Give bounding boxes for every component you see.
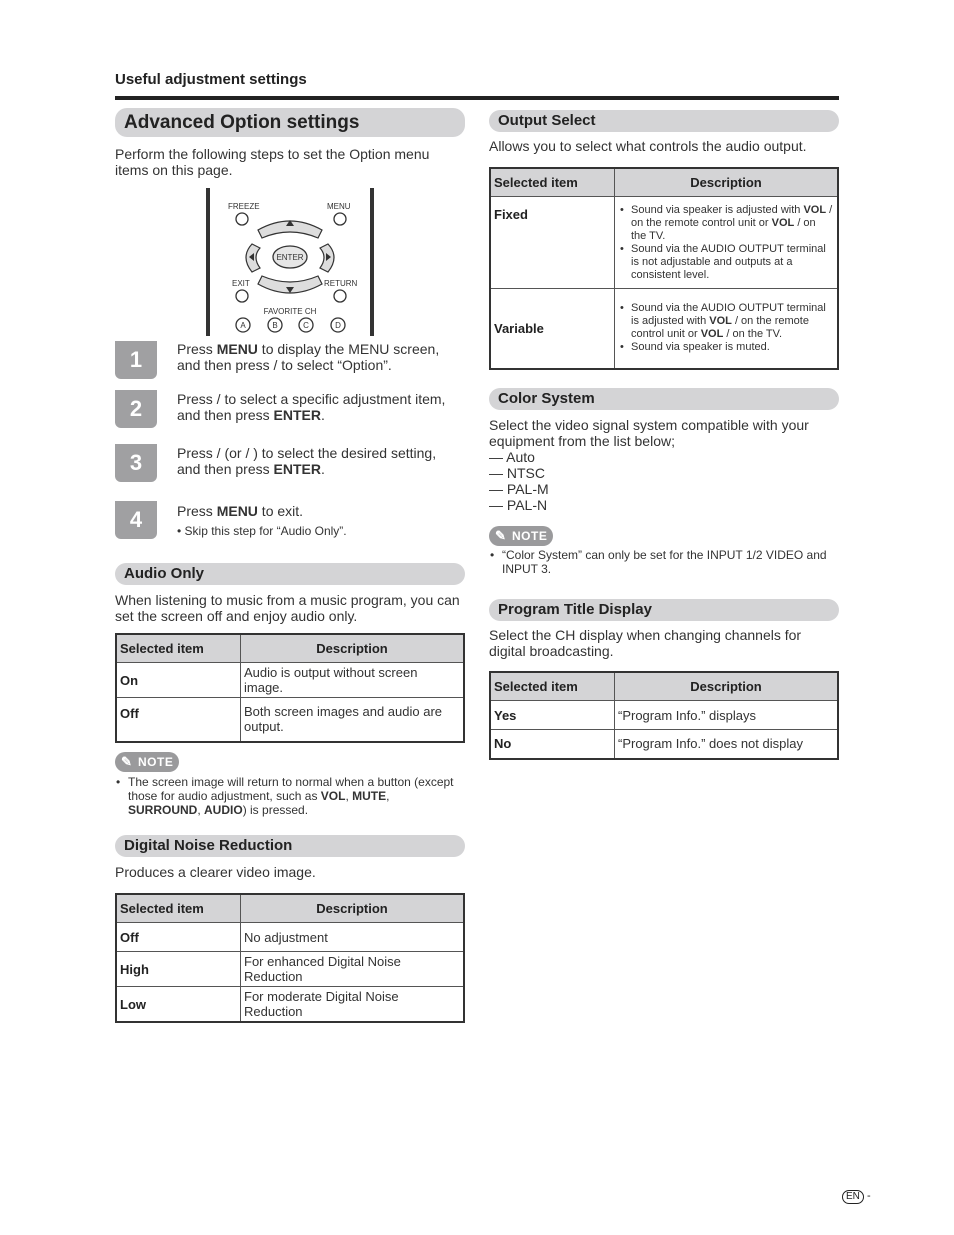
step-4-subnote: • Skip this step for “Audio Only”. <box>177 524 347 538</box>
audio-only-note-text: • The screen image will return to normal when a button (except those for audio adjustment, such as VOL, MUTE, SURROUND, AUDIO) is pressed. <box>116 775 454 817</box>
dnr-item-high: High <box>116 952 241 987</box>
output-select-item-fixed: Fixed <box>490 197 615 289</box>
menu-label: MENU <box>327 202 351 211</box>
color-system-options <box>489 449 549 513</box>
remote-left-edge <box>206 188 210 336</box>
program-title-item-no: No <box>490 730 615 759</box>
step-3-number: 3 <box>115 444 157 482</box>
pencil-icon: ✎ <box>121 754 132 769</box>
step-4-text: Press MENU to exit. <box>177 503 304 519</box>
table-row <box>116 698 464 742</box>
output-select-col-item: Selected item <box>490 168 615 197</box>
dnr-table <box>115 893 465 1023</box>
step-4-number: 4 <box>115 501 157 539</box>
menu-button <box>334 213 346 225</box>
dnr-item-low: Low <box>116 987 241 1023</box>
output-select-desc-variable: • Sound via the AUDIO OUTPUT terminal is adjusted with VOL / on the remote control unit or VOL / on the TV. • Sound via speaker is muted. <box>615 289 839 369</box>
pencil-icon: ✎ <box>495 528 506 543</box>
program-title-desc-yes: “Program Info.” displays <box>615 701 839 730</box>
audio-only-note-badge: ✎ NOTE <box>115 752 179 772</box>
step-2-number: 2 <box>115 390 157 428</box>
table-row <box>116 663 464 698</box>
table-row <box>116 952 464 987</box>
table-row <box>116 923 464 952</box>
color-system-note-badge: ✎ NOTE <box>489 526 553 546</box>
freeze-button <box>236 213 248 225</box>
program-title-item-yes: Yes <box>490 701 615 730</box>
output-select-desc-fixed: • Sound via speaker is adjusted with VOL / on the remote control unit or VOL / on the TV. • Sound via the AUDIO OUTPUT terminal is not adjustable and outputs at a consistent level. <box>615 197 839 289</box>
exit-label: EXIT <box>232 279 250 288</box>
audio-only-col-desc: Description <box>241 634 465 663</box>
audio-only-intro: When listening to music from a music program, you can set the screen off and enjoy audio only. <box>115 592 460 624</box>
section-label: Useful adjustment settings <box>115 71 307 88</box>
list-item: — PAL-N <box>489 497 548 513</box>
step-1-number: 1 <box>115 341 157 379</box>
audio-only-title: Audio Only <box>115 563 465 585</box>
favorite-b-label: B <box>272 321 278 330</box>
language-badge: EN <box>842 1190 864 1204</box>
page-footer <box>842 1190 871 1204</box>
header-rule <box>115 96 839 100</box>
program-title-table <box>489 671 839 760</box>
program-title-desc-no: “Program Info.” does not display <box>615 730 839 759</box>
audio-only-item-off: Off <box>116 698 241 742</box>
audio-only-desc-on: Audio is output without screen image. <box>241 663 465 698</box>
freeze-label: FREEZE <box>228 202 260 211</box>
advanced-intro: Perform the following steps to set the Option menu items on this page. <box>115 146 430 178</box>
output-select-intro: Allows you to select what controls the audio output. <box>489 138 807 154</box>
output-select-title: Output Select <box>489 110 839 132</box>
output-select-table <box>489 167 839 370</box>
step-2-text: Press / to select a specific adjustment item, and then press ENTER. <box>177 391 446 423</box>
audio-only-table <box>115 633 465 743</box>
step-1-text: Press MENU to display the MENU screen, and then press / to select “Option”. <box>177 341 440 373</box>
dnr-col-desc: Description <box>241 894 465 923</box>
favorite-c-label: C <box>303 321 309 330</box>
remote-control-illustration <box>200 186 380 338</box>
dnr-desc-off: No adjustment <box>241 923 465 952</box>
color-system-note-text: • “Color System” can only be set for the INPUT 1/2 VIDEO and INPUT 3. <box>490 548 827 576</box>
list-item: — NTSC <box>489 465 545 481</box>
audio-only-item-on: On <box>116 663 241 698</box>
output-select-item-variable: Variable <box>490 289 615 369</box>
advanced-title: Advanced Option settings <box>115 108 465 137</box>
program-title-col-item: Selected item <box>490 672 615 701</box>
program-title-title: Program Title Display <box>489 599 839 621</box>
remote-right-edge <box>370 188 374 336</box>
return-label: RETURN <box>324 279 358 288</box>
table-row <box>490 730 838 759</box>
favorite-ch-label: FAVORITE CH <box>263 307 317 316</box>
enter-label: ENTER <box>276 253 304 262</box>
output-select-col-desc: Description <box>615 168 839 197</box>
list-item: — PAL-M <box>489 481 549 497</box>
page-dash: - <box>866 1190 871 1202</box>
table-row <box>490 701 838 730</box>
table-row <box>116 987 464 1023</box>
favorite-a-label: A <box>240 321 246 330</box>
favorite-d-label: D <box>335 321 341 330</box>
dnr-title: Digital Noise Reduction <box>115 835 465 857</box>
dnr-item-off: Off <box>116 923 241 952</box>
dnr-col-item: Selected item <box>116 894 241 923</box>
step-3-text: Press / (or / ) to select the desired setting, and then press ENTER. <box>177 445 437 477</box>
return-button <box>334 290 346 302</box>
dnr-desc-high: For enhanced Digital Noise Reduction <box>241 952 465 987</box>
dnr-desc-low: For moderate Digital Noise Reduction <box>241 987 465 1023</box>
table-row <box>490 197 838 289</box>
audio-only-desc-off: Both screen images and audio are output. <box>241 698 465 742</box>
list-item: — Auto <box>489 449 535 465</box>
program-title-intro: Select the CH display when changing channels for digital broadcasting. <box>489 627 802 659</box>
exit-button <box>236 290 248 302</box>
color-system-intro: Select the video signal system compatible with your equipment from the list below; <box>489 417 809 449</box>
audio-only-col-item: Selected item <box>116 634 241 663</box>
color-system-title: Color System <box>489 388 839 410</box>
program-title-col-desc: Description <box>615 672 839 701</box>
dnr-intro: Produces a clearer video image. <box>115 864 316 880</box>
table-row <box>490 289 838 369</box>
